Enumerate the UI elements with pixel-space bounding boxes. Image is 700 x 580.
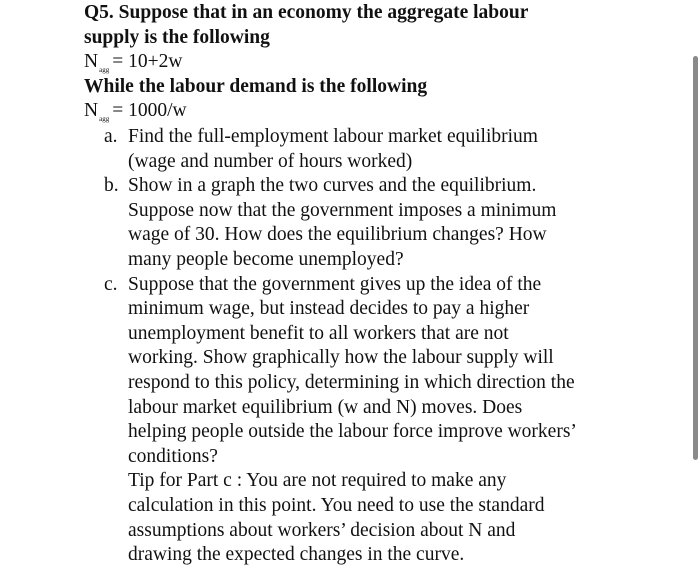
part-b bbox=[104, 174, 664, 272]
supply-equation bbox=[84, 50, 684, 75]
question-title-line-1: Q5. Suppose that in an economy the aggregate labour bbox=[84, 2, 529, 23]
part-b-marker: b. bbox=[104, 175, 119, 197]
demand-equation-subscript: agg bbox=[99, 115, 110, 123]
part-c-marker: c. bbox=[104, 273, 118, 295]
tip-text: Tip for Part c : You are not required to make any calculation in this point. You need to use the standard assumptions about workers’ decision about N and drawing the expected changes in the curve. bbox=[128, 470, 545, 566]
vertical-scrollbar[interactable] bbox=[693, 56, 698, 460]
part-b-text: Show in a graph the two curves and the equilibrium. Suppose now that the government imposes a minimum wage of 30. How does the equilibrium changes? How many people become unemployed? bbox=[128, 175, 557, 270]
question-parts-list bbox=[104, 125, 664, 568]
demand-equation-variable: N bbox=[84, 100, 99, 121]
question-title-line-2: supply is the following bbox=[84, 26, 270, 48]
supply-equation-variable: N bbox=[84, 51, 99, 72]
supply-equation-subscript: agg bbox=[99, 66, 110, 74]
demand-equation-rhs: = 1000/w bbox=[112, 100, 187, 121]
part-a-text: Find the full-employment labour market equilibrium (wage and number of hours worked) bbox=[128, 126, 538, 172]
demand-equation bbox=[84, 99, 684, 124]
supply-equation-rhs: = 10+2w bbox=[112, 51, 183, 72]
question-header bbox=[84, 0, 684, 124]
part-c bbox=[104, 273, 664, 470]
demand-intro: While the labour demand is the following bbox=[84, 75, 428, 97]
part-a bbox=[104, 125, 664, 174]
part-c-text: Suppose that the government gives up the idea of the minimum wage, but instead decides to pay a higher unemployment benefit to all workers that are not working. Show graphically how the labour supply will respond to this policy, determining in which direction the labour market equilibrium (w and N) moves. Does helping people outside the labour force improve workers’ conditions? bbox=[128, 273, 577, 467]
part-a-marker: a. bbox=[104, 126, 118, 147]
